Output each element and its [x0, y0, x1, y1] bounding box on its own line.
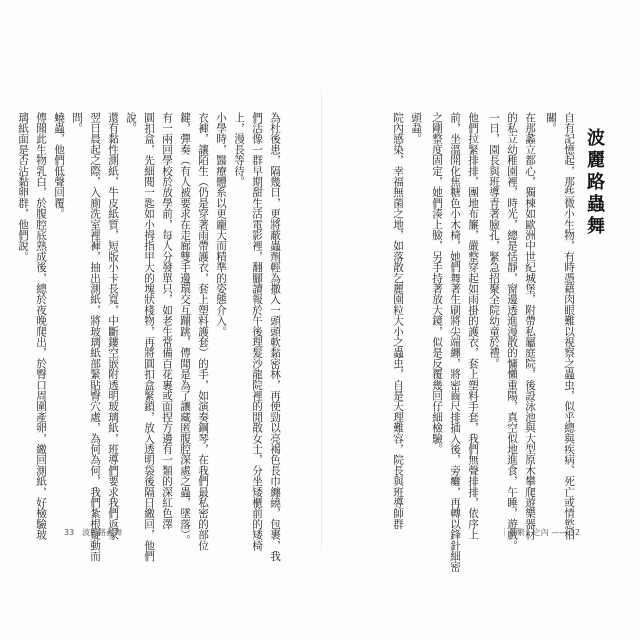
chapter-title: 波麗路蟲舞 — [584, 128, 605, 238]
text-column: 圓扣盒，先細閱一匙如小拇指甲大的塊狀棧物，再將圓扣盒緊鎖，放入透明袋後隔日繳回，他們 — [143, 112, 155, 562]
text-column: 關。 — [545, 112, 557, 134]
text-column: 的私立幼稚園裡，時光，總是恬靜，窗邊透進漫散的慵懶重陽，真空似地進食，午睡，遊戲。 — [506, 112, 518, 551]
text-column: 上，漫長等待。 — [233, 112, 245, 187]
text-column: 為杜後患，隔幾日，更將蔽蟲劑輕為撒入一頭頭軟黏密林，再使勁以亮褐色長巾纏繞，包裹，我 — [269, 112, 281, 562]
text-column: 鍵，彈奏（有人被要求在走廊雙手邊環交互蹦跳，傳聞是為了讓藏匿腹腔深處之蟲，墜落）。 — [179, 112, 191, 546]
text-column: 自有記憶起，那些微小生物，有時憑藉肉眼難以視察之蟲虫，似乎總與疾病、死亡或情慾相 — [563, 112, 575, 540]
right-page — [322, 0, 640, 640]
text-column: 說。 — [125, 112, 137, 134]
text-column: 璃紙面是否沾黏卵群，他們說。 — [17, 112, 29, 262]
left-page-footer: 33 波麗路蟲舞 — [64, 528, 123, 537]
text-column: 們活像一群早期甜生活電影裡，翻腳讀報於午後理髮沙龍院裡的閒散女士，分坐矮櫃前的矮椅 — [251, 112, 263, 551]
text-column: 他們拉緊排排，團地布簾，嚴整穿起如雨掛的護衣，套上塑料手套，我們無聲排排，依序上 — [467, 112, 479, 540]
text-column: 有一兩回學校於放學前，每人分發單只，如老生常備百花裹或面捏方邊有一類的深紅色澤 — [161, 112, 173, 530]
text-column: 衣褲，讓陌生（仍是穿著雨帶護衣，套上塑料護套）的手，如演奏鋼琴，在我們最私密的部位 — [197, 112, 209, 551]
text-column: 院內感染，幸福無菌之地，如落散乞麗園粒大小之蟲虫，自是天理難容，院長與班導師群 — [392, 112, 404, 530]
text-column: 蟯蟲，他們低聲回覆。 — [53, 112, 65, 219]
text-column: 頭蝨。 — [410, 112, 422, 145]
text-column: 問。 — [71, 112, 83, 134]
text-column: 傳聞此生物乳白，於腹腔底熟成後，總於夜晚爬出，於臀口周圍產卵，繳回測紙，好檢驗玻 — [35, 112, 47, 540]
right-page-footer: ｜蔓繁：之內 —— 32 — [500, 528, 580, 537]
text-column: 在那蠡立都心，獨棟如歐洲中世紀城堡，附帶私屬庭院，後設泳池與大型原木攀爬遊樂器材 — [524, 112, 536, 540]
text-column: 一日，園長與班導青著臉孔，緊急招聚全院幼童於禮。 — [488, 112, 500, 369]
text-column: 前，坐溫開化焦糖色小木椅，她們舞著生刷將尖端纏，將密齒尺排插入後，旁癱，再轉以鋒針細密 — [449, 112, 461, 573]
text-column: 翌日晨起之際，入廁洗室裡褲，抽出測紙，將玻璃紙部緊貼臀穴處，為何為何，我們紮根疑動而 — [89, 112, 101, 562]
text-column: 還有黏性測紙，牛皮紙質，短版小卡長寬，中斷鏤空嵌附透明玻璃紙，班導們要求我們返家 — [107, 112, 119, 540]
text-column: 之剛整度固定，她們湊上臉，另手持著放大鏡，似是反覆幾回仔細檢驗。 — [431, 112, 443, 455]
text-column: 小學時，醫療體系以更龐大而精準的姿態介入。 — [215, 112, 227, 337]
